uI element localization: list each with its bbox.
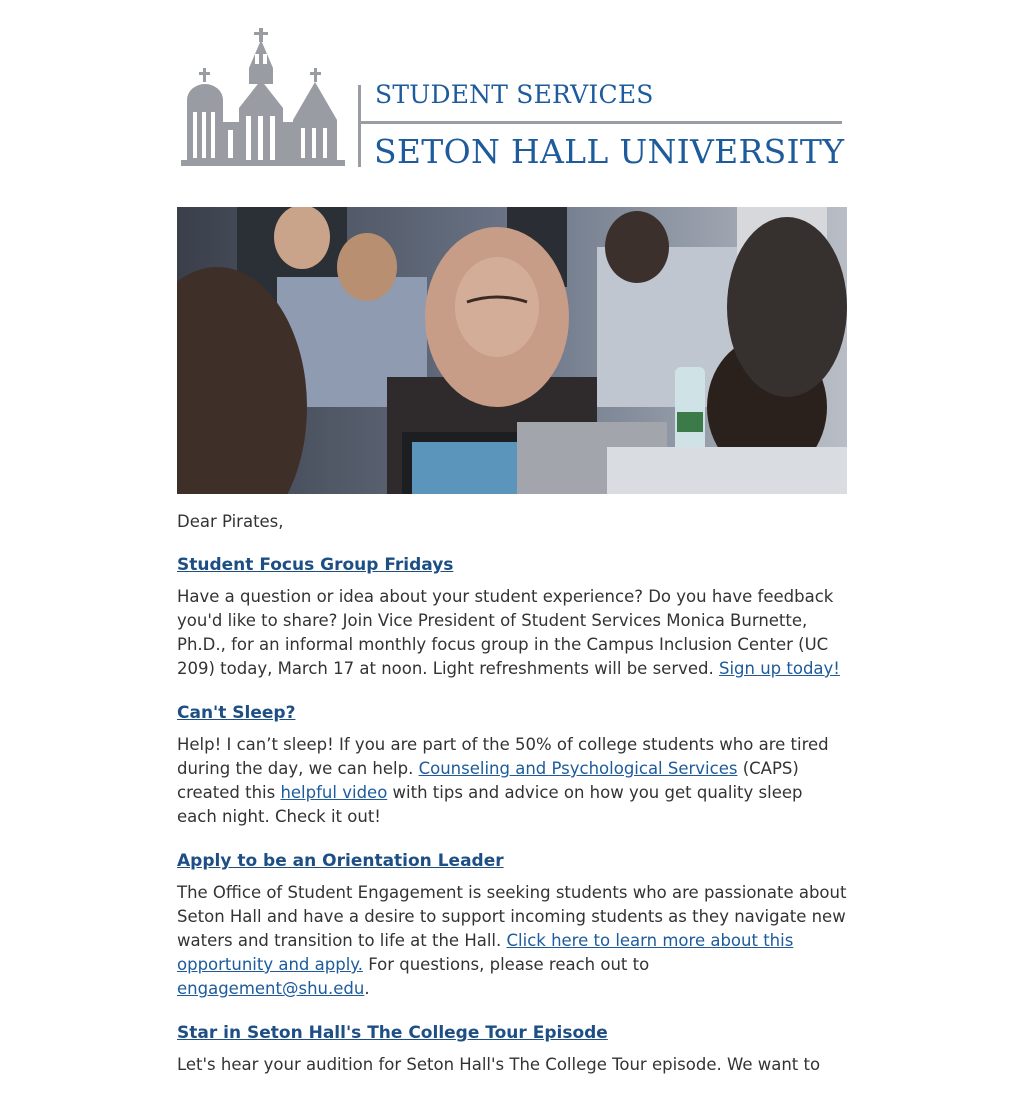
body-text: Have a question or idea about your student experience? Do you have feedback you'd like to share? Join Vice President of Student Services Monica Burnette, Ph.D., for an informal monthly focus group in the Campus Inclusion Center (UC 209) today, March 17 at noon. Light refreshments will be served. [177,587,834,678]
body-text: The Office of Student Engagement is seeking students who are passionate about Seton Hall and have a desire to support incoming students as they navigate new waters and transition to life at the Hall. [177,883,847,950]
section-title [177,701,847,725]
section-title [177,553,847,577]
cant-sleep-title-link[interactable]: Can't Sleep? [177,703,296,723]
focus-group-title-link[interactable]: Student Focus Group Fridays [177,555,454,575]
section-focus-group [177,553,847,681]
logo-subtitle: STUDENT SERVICES [375,80,654,109]
body-text: with tips and advice on how you get quality sleep each night. Check it out! [177,783,803,826]
logo-divider-vertical [358,85,361,167]
orientation-leader-title-link[interactable]: Apply to be an Orientation Leader [177,851,504,871]
body-text: For questions, please reach out to [362,955,650,974]
sign-up-link[interactable]: Sign up today! [718,659,840,678]
engagement-email-link[interactable]: engagement@shu.edu [177,979,365,998]
caps-link[interactable]: Counseling and Psychological Services [418,759,738,778]
section-title [177,1021,847,1045]
section-body [177,1053,847,1077]
header-logo [177,28,847,170]
section-body [177,585,847,681]
greeting-text: Dear Pirates, [177,512,284,531]
section-orientation-leader [177,849,847,1001]
college-tour-title-link[interactable]: Star in Seton Hall's The College Tour Episode [177,1023,608,1043]
helpful-video-link[interactable]: helpful video [280,783,388,802]
section-body [177,881,847,1001]
section-cant-sleep [177,701,847,829]
hero-image [177,207,847,494]
body-text: (CAPS) created this [177,759,799,802]
body-text: Let's hear your audition for Seton Hall's The College Tour episode. We want to [177,1055,821,1074]
body-text: Help! I can’t sleep! If you are part of the 50% of college students who are tired during the day, we can help. [177,735,829,778]
church-logo-icon [181,28,345,170]
section-college-tour [177,1021,847,1077]
section-title [177,849,847,873]
logo-divider-horizontal [358,121,842,124]
section-body [177,733,847,829]
logo-university-name: SETON HALL UNIVERSITY [374,132,845,171]
students-working-image-icon [177,207,847,494]
apply-link[interactable]: Click here to learn more about this opportunity and apply. [177,931,794,974]
newsletter-content [177,553,847,1097]
body-text: . [364,979,370,998]
